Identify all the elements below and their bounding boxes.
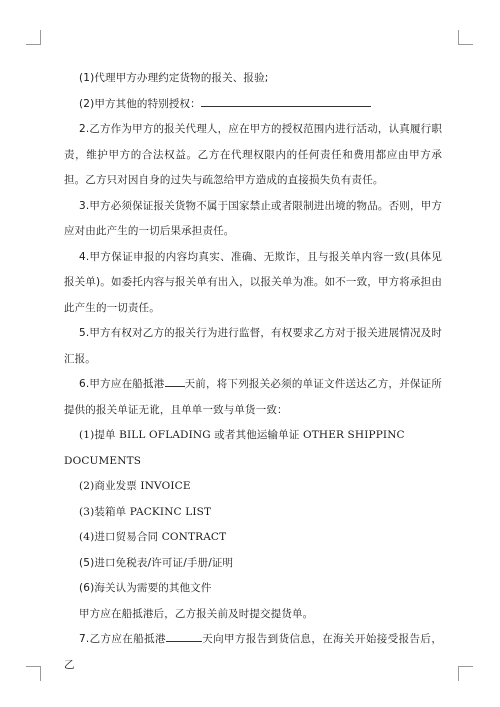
clause-6-days-blank [165, 375, 185, 387]
paragraph-authorization-1: (1)代理甲方办理约定货物的报关、报验; [79, 72, 269, 84]
clause-7-after: 天向甲方报告到货信息，在海关开始接受报告后，乙 [64, 633, 442, 671]
document-body [64, 66, 442, 678]
paragraph-clause-5: 5.甲方有权对乙方的报关行为进行监督，有权要求乙方对于报关进展情况及时汇报。 [64, 327, 442, 365]
paragraph-clause-6 [64, 372, 442, 423]
paragraph-clause-3: 3.甲方必须保证报关货物不属于国家禁止或者限制进出境的物品。否则，甲方应对由此产生的一切后果承担责任。 [64, 199, 442, 237]
crop-mark-top-left [26, 30, 41, 45]
paragraph-doc-list-1: (1)提单 BILL OFLADING 或者其他运输单证 OTHER SHIPPINC DOCUMENTS [64, 429, 405, 467]
crop-mark-bottom-left [26, 666, 41, 681]
clause-7-before: 7.乙方应在船抵港 [79, 633, 166, 645]
crop-mark-top-right [458, 30, 473, 45]
paragraph-doc-list-6: (6)海关认为需要的其他文件 [79, 582, 212, 594]
authorization-2-blank [201, 95, 371, 107]
clause-6-before: 6.甲方应在船抵港 [79, 378, 165, 390]
paragraph-delivery-order: 甲方应在船抵港后，乙方报关前及时提交提货单。 [79, 607, 314, 620]
paragraph-authorization-2 [64, 92, 442, 118]
clause-6-after: 天前，将下列报关必须的单证文件送达乙方，并保证所提供的报关单证无讹，且单单一致与单货一致： [64, 378, 442, 416]
paragraph-clause-4: 4.甲方保证申报的内容均真实、准确、无欺诈，且与报关单内容一致(具体见报关单)。如委托内容与报关单有出入，以报关单为准。如不一致，甲方将承担由此产生的一切责任。 [64, 250, 442, 314]
crop-mark-bottom-right [458, 666, 473, 681]
paragraph-clause-7 [64, 627, 442, 678]
paragraph-doc-list-2: (2)商业发票 INVOICE [79, 480, 191, 492]
paragraph-doc-list-4: (4)进口贸易合同 CONTRACT [79, 531, 227, 543]
authorization-2-label: (2)甲方其他的特别授权： [79, 97, 201, 110]
paragraph-doc-list-3: (3)装箱单 PACKINC LIST [79, 505, 212, 518]
clause-7-days-blank [166, 630, 202, 642]
paragraph-doc-list-5: (5)进口免税表/许可证/手册/证明 [79, 556, 234, 569]
paragraph-clause-2: 2.乙方作为甲方的报关代理人，应在甲方的授权范围内进行活动，认真履行职责，维护甲方的合法权益。乙方在代理权限内的任何责任和费用都应由甲方承担。乙方只对因自身的过失与疏忽给甲方造成的直接损失负有责任。 [64, 123, 442, 186]
